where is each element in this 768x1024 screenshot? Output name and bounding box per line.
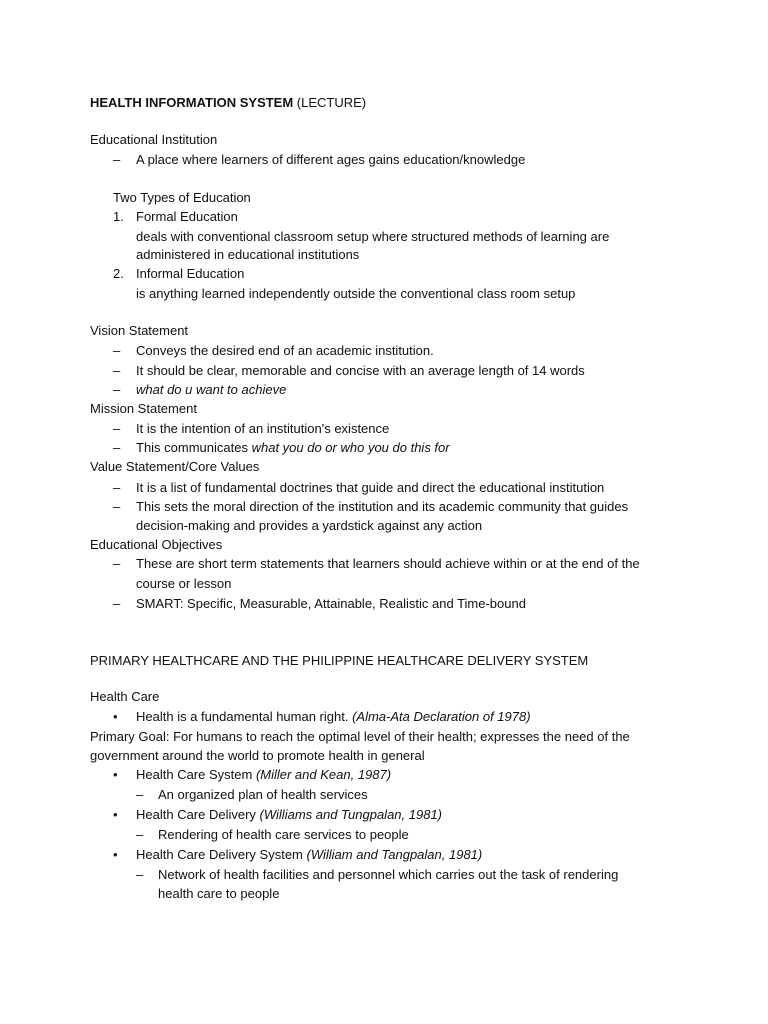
document-title	[90, 95, 366, 111]
primary-goal-line: Primary Goal: For humans to reach the optimal level of their health; expresses the need of the	[90, 729, 630, 744]
mission-item-text: This communicates	[136, 440, 252, 455]
bullet-marker: •	[113, 709, 118, 724]
dash-marker: –	[113, 421, 121, 436]
two-types-heading: Two Types of Education	[113, 190, 251, 205]
objectives-heading: Educational Objectives	[90, 537, 223, 552]
mission-item-emphasis: what you do or who you do this for	[251, 440, 450, 455]
health-care-subitem: Rendering of health care services to people	[158, 827, 409, 842]
dash-marker: –	[113, 382, 121, 397]
vision-item: what do u want to achieve	[136, 382, 287, 397]
health-care-heading: Health Care	[90, 689, 160, 704]
health-care-bullet	[136, 807, 442, 823]
formal-education-desc-line: deals with conventional classroom setup where structured methods of learning are	[136, 229, 610, 244]
values-item-line: decision-making and provides a yardstick against any action	[136, 518, 483, 533]
health-care-bullet	[136, 767, 391, 783]
dash-marker: –	[136, 867, 144, 882]
health-care-bullet	[136, 847, 482, 863]
bullet-text: Health Care Delivery System	[136, 847, 307, 862]
dash-marker: –	[113, 152, 121, 167]
dash-marker: –	[136, 827, 144, 842]
citation: (Williams and Tungpalan, 1981)	[259, 807, 443, 822]
health-care-subitem-line: Network of health facilities and personnel which carries out the task of rendering	[158, 867, 619, 882]
health-care-bullet	[136, 709, 531, 725]
title-suffix: (LECTURE)	[293, 95, 367, 110]
citation: (William and Tangpalan, 1981)	[306, 847, 483, 862]
vision-item: Conveys the desired end of an academic institution.	[136, 343, 434, 358]
citation: (Miller and Kean, 1987)	[255, 767, 392, 782]
objectives-item-line: These are short term statements that learners should achieve within or at the end of the	[136, 556, 640, 571]
bullet-text: Health Care System	[136, 767, 256, 782]
mission-item	[136, 440, 450, 456]
health-care-subitem: An organized plan of health services	[158, 787, 368, 802]
dash-marker: –	[136, 787, 144, 802]
dash-marker: –	[113, 480, 121, 495]
citation: (Alma-Ata Declaration of 1978)	[352, 709, 531, 724]
informal-education-label: Informal Education	[136, 266, 245, 281]
dash-marker: –	[113, 363, 121, 378]
title-bold: HEALTH INFORMATION SYSTEM	[90, 95, 294, 110]
dash-marker: –	[113, 343, 121, 358]
bullet-marker: •	[113, 767, 118, 782]
informal-education-desc: is anything learned independently outside the conventional class room setup	[136, 286, 576, 301]
values-item: It is a list of fundamental doctrines that guide and direct the educational institution	[136, 480, 605, 495]
objectives-item: SMART: Specific, Measurable, Attainable, Realistic and Time-bound	[136, 596, 526, 611]
bullet-marker: •	[113, 847, 118, 862]
mission-item: It is the intention of an institution's existence	[136, 421, 390, 436]
primary-goal-line: government around the world to promote health in general	[90, 748, 425, 763]
vision-item: It should be clear, memorable and concise with an average length of 14 words	[136, 363, 585, 378]
formal-education-desc-line: administered in educational institutions	[136, 247, 360, 262]
bullet-marker: •	[113, 807, 118, 822]
edu-inst-heading: Educational Institution	[90, 132, 218, 147]
mission-heading: Mission Statement	[90, 401, 197, 416]
health-care-subitem-line: health care to people	[158, 886, 280, 901]
list-number: 1.	[113, 209, 124, 224]
edu-inst-item: A place where learners of different ages gains education/knowledge	[136, 152, 526, 167]
list-number: 2.	[113, 266, 124, 281]
formal-education-label: Formal Education	[136, 209, 238, 224]
dash-marker: –	[113, 440, 121, 455]
bullet-text: Health Care Delivery	[136, 807, 260, 822]
dash-marker: –	[113, 499, 121, 514]
values-heading: Value Statement/Core Values	[90, 459, 260, 474]
values-item-line: This sets the moral direction of the institution and its academic community that guides	[136, 499, 629, 514]
dash-marker: –	[113, 596, 121, 611]
bullet-text: Health is a fundamental human right.	[136, 709, 353, 724]
dash-marker: –	[113, 556, 121, 571]
objectives-item-line: course or lesson	[136, 576, 232, 591]
vision-heading: Vision Statement	[90, 323, 189, 338]
section-title: PRIMARY HEALTHCARE AND THE PHILIPPINE HEALTHCARE DELIVERY SYSTEM	[90, 653, 589, 668]
